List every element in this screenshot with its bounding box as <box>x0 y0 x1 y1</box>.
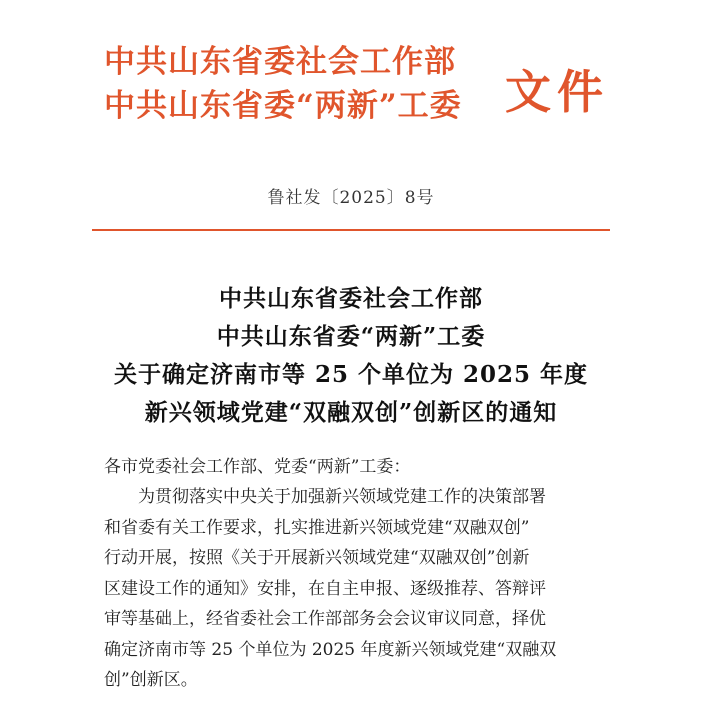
paragraph-line: 为贯彻落实中央关于加强新兴领域党建工作的决策部署 <box>138 487 546 507</box>
paragraph-line: 确定济南市等 25 个单位为 2025 年度新兴领域党建“双融双 <box>104 639 557 660</box>
document-title <box>0 280 702 432</box>
issuer-two-new-committee: 中共山东省委“两新”工委 <box>104 88 462 124</box>
paragraph-line: 和省委有关工作要求，扎实推进新兴领域党建“双融双创” <box>104 517 530 538</box>
title-line-1: 中共山东省委社会工作部 <box>219 285 483 312</box>
title-line-2: 中共山东省委“两新”工委 <box>216 323 486 350</box>
issuer-social-work-department: 中共山东省委社会工作部 <box>104 44 456 80</box>
salutation: 各市党委社会工作部、党委“两新”工委： <box>104 457 411 477</box>
paragraph-line: 行动开展，按照《关于开展新兴领域党建“双融双创”创新 <box>104 548 530 568</box>
paragraph-line: 区建设工作的通知》安排，在自主申报、逐级推荐、答辩评 <box>104 578 546 599</box>
paragraph-line: 创”创新区。 <box>104 670 198 690</box>
title-line-3: 关于确定济南市等 25 个单位为 2025 年度 <box>113 361 589 388</box>
document-body <box>104 452 624 696</box>
document-number: 鲁社发〔2025〕8号 <box>267 188 435 208</box>
document-issuers <box>104 40 504 128</box>
document-header-word: 文件 <box>505 65 609 119</box>
header-divider <box>92 229 610 231</box>
title-line-4: 新兴领域党建“双融双创”创新区的通知 <box>144 399 558 426</box>
paragraph-line: 审等基础上，经省委社会工作部部务会会议审议同意，择优 <box>104 609 546 629</box>
